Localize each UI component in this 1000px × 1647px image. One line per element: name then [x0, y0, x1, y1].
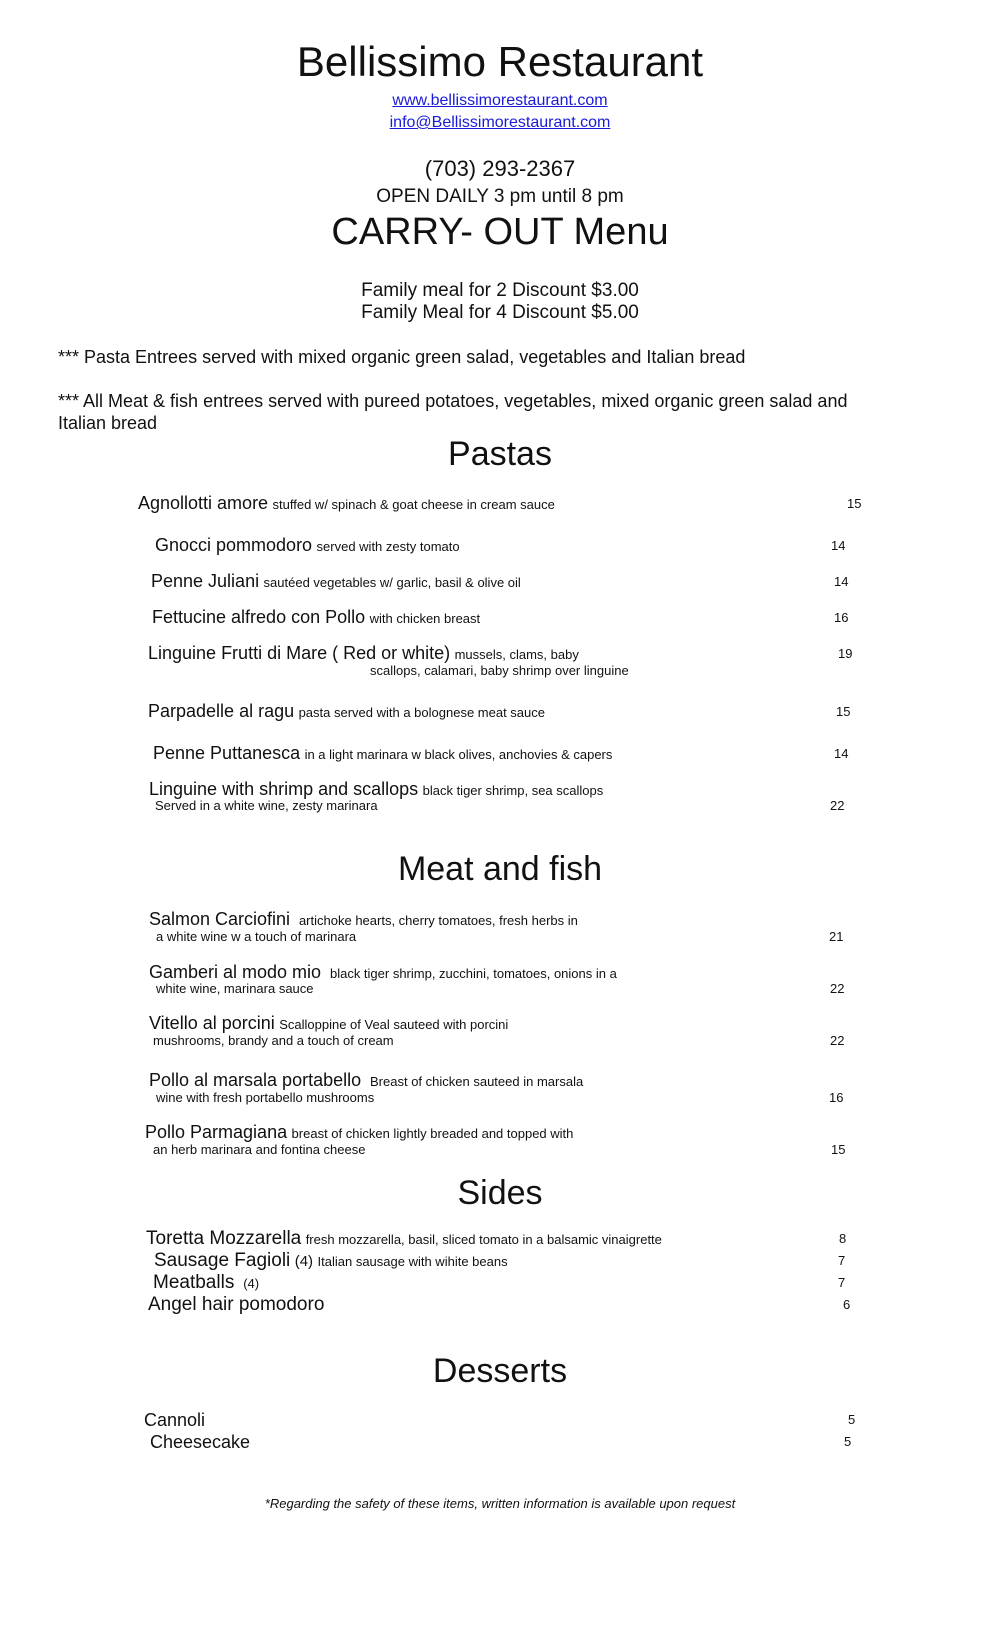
website-row [0, 92, 1000, 110]
sides-heading: Sides [457, 1174, 543, 1212]
item-description: stuffed w/ spinach & goat cheese in cream sauce [272, 497, 555, 512]
desserts-heading: Desserts [432, 1352, 568, 1390]
family-discount-4: Family Meal for 4 Discount $5.00 [361, 302, 639, 323]
menu-title: CARRY- OUT Menu [331, 211, 669, 253]
item-description: breast of chicken lightly breaded and topped with [291, 1126, 574, 1141]
item-price: 16 [834, 610, 849, 625]
safety-footnote: *Regarding the safety of these items, written information is available upon request [264, 1496, 736, 1511]
item-description: mussels, clams, baby [454, 647, 579, 662]
item-description-continued: mushrooms, brandy and a touch of cream [153, 1033, 394, 1048]
item-description: in a light marinara w black olives, anchovies & capers [304, 747, 613, 762]
item-description: Breast of chicken sauteed in marsala [370, 1074, 584, 1089]
item-price: 7 [838, 1253, 846, 1268]
item-price: 14 [834, 746, 849, 761]
item-quantity: (4) [294, 1253, 314, 1270]
item-description: pasta served with a bolognese meat sauce [298, 705, 545, 720]
item-name: Meatballs [153, 1272, 235, 1293]
item-price: 14 [831, 538, 846, 553]
restaurant-title: Bellissimo Restaurant [296, 38, 704, 85]
item-description: fresh mozzarella, basil, sliced tomato in a balsamic vinaigrette [305, 1232, 662, 1247]
email-link[interactable]: info@Bellissimorestaurant.com [389, 114, 611, 131]
item-name: Angel hair pomodoro [148, 1294, 325, 1315]
item-description-continued: an herb marinara and fontina cheese [153, 1142, 366, 1157]
item-price: 22 [830, 981, 845, 996]
item-name: Agnollotti amore [138, 493, 269, 513]
item-name: Penne Juliani [151, 571, 260, 591]
phone-number: (703) 293-2367 [424, 156, 576, 181]
item-price: 15 [831, 1142, 846, 1157]
item-name: Salmon Carciofini [149, 909, 291, 929]
opening-hours: OPEN DAILY 3 pm until 8 pm [376, 186, 624, 207]
item-description: Italian sausage with wihite beans [317, 1254, 508, 1269]
meat-fish-heading: Meat and fish [397, 850, 603, 888]
item-description-continued: white wine, marinara sauce [156, 981, 314, 996]
item-name: Cheesecake [150, 1432, 251, 1452]
item-name: Cannoli [144, 1410, 206, 1430]
pasta-note: *** Pasta Entrees served with mixed organic green salad, vegetables and Italian bread [58, 347, 746, 367]
item-price: 6 [843, 1297, 851, 1312]
item-name: Linguine with shrimp and scallops [149, 779, 419, 799]
item-name: Gamberi al modo mio [149, 962, 322, 982]
item-quantity: (4) [243, 1276, 260, 1291]
item-description-continued: a white wine w a touch of marinara [156, 929, 357, 944]
item-description: black tiger shrimp, zucchini, tomatoes, onions in a [329, 966, 617, 981]
item-price: 5 [844, 1434, 852, 1449]
item-name: Parpadelle al ragu [148, 701, 295, 721]
item-name: Vitello al porcini [149, 1013, 275, 1033]
item-price: 16 [829, 1090, 844, 1105]
item-price: 14 [834, 574, 849, 589]
item-price: 22 [830, 798, 845, 813]
item-description-continued: scallops, calamari, baby shrimp over linguine [370, 663, 629, 678]
item-price: 19 [838, 646, 853, 661]
email-row [0, 114, 1000, 132]
item-name: Pollo Parmagiana [145, 1122, 288, 1142]
item-description: artichoke hearts, cherry tomatoes, fresh herbs in [298, 913, 578, 928]
meat-note-line1: *** All Meat & fish entrees served with pureed potatoes, vegetables, mixed organic green salad and [58, 391, 848, 411]
item-description: served with zesty tomato [316, 539, 460, 554]
item-price: 22 [830, 1033, 845, 1048]
item-name: Penne Puttanesca [153, 743, 301, 763]
pastas-heading: Pastas [448, 435, 552, 473]
item-description: Scalloppine of Veal sauteed with porcini [279, 1017, 509, 1032]
item-price: 5 [848, 1412, 856, 1427]
item-name: Toretta Mozzarella [146, 1228, 302, 1249]
item-name: Gnocci pommodoro [155, 535, 313, 555]
item-name: Sausage Fagioli [154, 1250, 291, 1271]
item-name: Linguine Frutti di Mare ( Red or white) [148, 643, 451, 663]
family-discount-2: Family meal for 2 Discount $3.00 [361, 280, 639, 301]
item-price: 8 [839, 1231, 847, 1246]
item-price: 15 [836, 704, 851, 719]
item-description: with chicken breast [369, 611, 481, 626]
item-description: black tiger shrimp, sea scallops [422, 783, 604, 798]
item-price: 7 [838, 1275, 846, 1290]
meat-note-line2: Italian bread [58, 413, 158, 433]
item-name: Fettucine alfredo con Pollo [152, 607, 366, 627]
item-price: 15 [847, 496, 862, 511]
item-description-continued: Served in a white wine, zesty marinara [155, 798, 378, 813]
item-name: Pollo al marsala portabello [149, 1070, 362, 1090]
item-price: 21 [829, 929, 844, 944]
website-link[interactable]: www.bellissimorestaurant.com [392, 92, 608, 109]
item-description-continued: wine with fresh portabello mushrooms [156, 1090, 375, 1105]
item-description: sautéed vegetables w/ garlic, basil & olive oil [263, 575, 521, 590]
